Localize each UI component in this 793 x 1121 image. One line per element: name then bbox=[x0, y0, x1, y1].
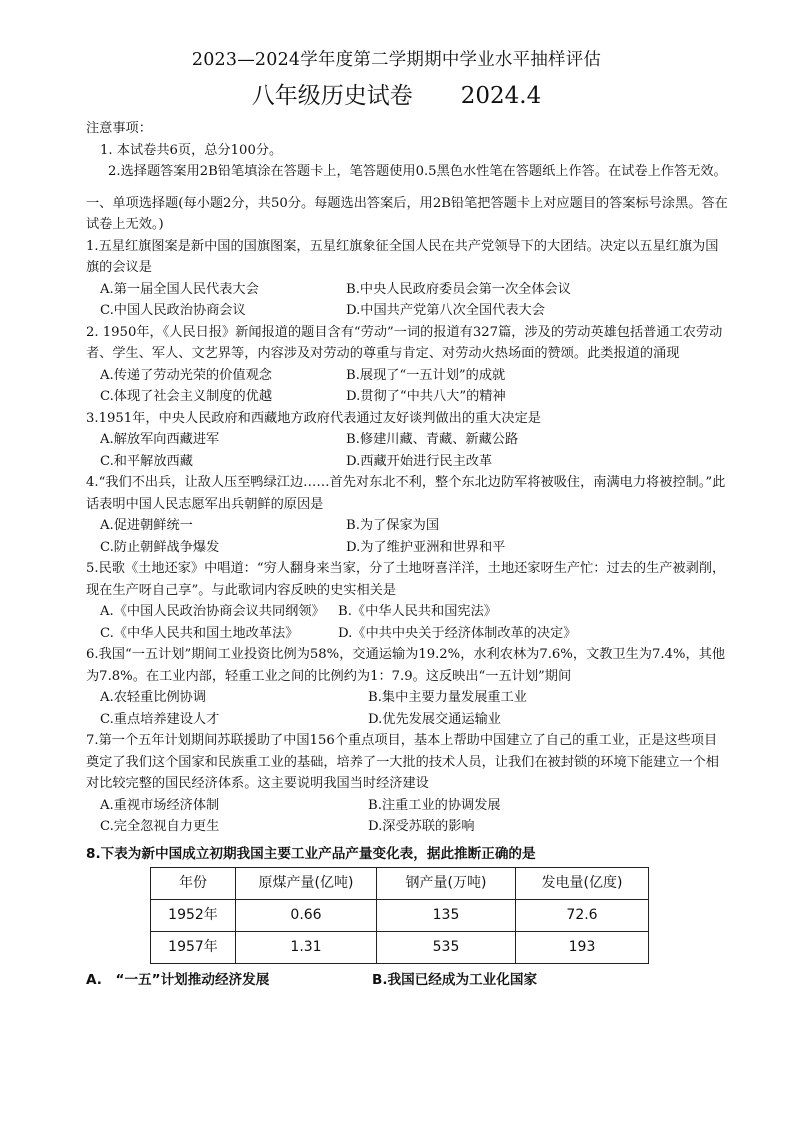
question-stem: 2. 1950年，《人民日报》新闻报道的题目含有“劳动”一词的报道有327篇，涉及的劳动英雄包括普通工农劳动者、学生、军人、文艺界等，内容涉及对劳动的尊重与肯定、对劳动火热场面的赞颂。此类报道的涌现 bbox=[86, 324, 723, 361]
option-b[interactable]: B.为了保家为国 bbox=[346, 518, 440, 533]
table-header-row bbox=[151, 868, 649, 900]
option-b[interactable]: B.《中华人民共和国宪法》 bbox=[338, 604, 497, 619]
option-d[interactable]: D.深受苏联的影响 bbox=[368, 819, 475, 834]
table-cell: 72.6 bbox=[516, 900, 649, 932]
question-stem: 1.五星红旗图案是新中国的国旗图案，五星红旗象征全国人民在共产党领导下的大团结。决定以五星红旗为国旗的会议是 bbox=[86, 238, 719, 275]
question-7 bbox=[86, 730, 728, 838]
option-a[interactable]: A.农轻重比例协调 bbox=[100, 690, 207, 705]
exam-subject: 八年级历史试卷 bbox=[251, 83, 413, 109]
question-2 bbox=[86, 322, 728, 408]
option-d[interactable]: D.中国共产党第八次全国代表大会 bbox=[346, 303, 545, 318]
question-stem: 3.1951年，中央人民政府和西藏地方政府代表通过友好谈判做出的重大决定是 bbox=[86, 410, 541, 426]
table-cell: 535 bbox=[377, 932, 516, 964]
question-3 bbox=[86, 408, 728, 473]
option-a[interactable]: A.传递了劳动光荣的价值观念 bbox=[100, 367, 272, 383]
option-a[interactable]: A.促进朝鲜统一 bbox=[100, 518, 193, 533]
option-c[interactable]: C.中国人民政治协商会议 bbox=[100, 303, 246, 318]
exam-date: 2024.4 bbox=[460, 83, 542, 109]
production-table bbox=[150, 867, 649, 964]
option-b[interactable]: B.展现了“一五计划”的成就 bbox=[346, 367, 506, 383]
option-a[interactable]: A.《中国人民政治协商会议共同纲领》 bbox=[100, 604, 325, 619]
option-a[interactable]: A.解放军向西藏进军 bbox=[100, 432, 220, 447]
option-c[interactable]: C.《中华人民共和国土地改革法》 bbox=[100, 625, 299, 641]
question-stem: 4.“我们不出兵，让敌人压至鸭绿江边……首先对东北不利，整个东北边防军将被吸住，南满电力将被控制。”此话表明中国人民志愿军出兵朝鲜的原因是 bbox=[86, 475, 726, 512]
table-header-cell: 发电量(亿度) bbox=[516, 868, 649, 900]
table-cell: 1.31 bbox=[236, 932, 377, 964]
question-8 bbox=[86, 844, 728, 992]
table-header-cell: 钢产量(万吨) bbox=[377, 868, 516, 900]
table-cell: 0.66 bbox=[236, 900, 377, 932]
option-d[interactable]: D.《中共中央关于经济体制改革的决定》 bbox=[338, 625, 577, 641]
option-c[interactable]: C.和平解放西藏 bbox=[100, 453, 193, 469]
notice-item-1: 1. 本试卷共6页，总分100分。 bbox=[100, 142, 283, 158]
option-c[interactable]: C.完全忽视自力更生 bbox=[100, 819, 220, 834]
table-cell: 193 bbox=[516, 932, 649, 964]
question-stem: 5.民歌《土地还家》中唱道：“穷人翻身来当家，分了土地呀喜洋洋，土地还家呀生产忙：过去的生产被剥削，现在生产呀自己享”。与此歌词内容反映的史实相关是 bbox=[86, 561, 726, 598]
question-stem: 8.下表为新中国成立初期我国主要工业产品产量变化表，据此推断正确的是 bbox=[86, 845, 536, 862]
exam-title-line2 bbox=[0, 83, 793, 109]
option-b[interactable]: B.集中主要力量发展重工业 bbox=[368, 690, 527, 705]
option-d[interactable]: D.西藏开始进行民主改革 bbox=[346, 453, 493, 469]
notice-item-2: 2.选择题答案用2B铅笔填涂在答题卡上，笔答题使用0.5黑色水性笔在答题纸上作答。在试卷上作答无效。 bbox=[108, 164, 727, 179]
question-stem: 6.我国“一五计划”期间工业投资比例为58%，交通运输为19.2%，水利农林为7.6%，文教卫生为7.4%，其他为7.8%。在工业内部，轻重工业之间的比例约为1：7.9。这反映出“一五计划”期间 bbox=[86, 647, 726, 684]
option-d[interactable]: D.优先发展交通运输业 bbox=[368, 711, 501, 727]
section-instruction: 一、单项选择题(每小题2分，共50分。每题选出答案后，用2B铅笔把答题卡上对应题目的答案标号涂黑。答在试卷上无效。) bbox=[86, 195, 728, 232]
option-b[interactable]: B.修建川藏、青藏、新藏公路 bbox=[346, 432, 519, 447]
table-cell: 1952年 bbox=[151, 900, 236, 932]
exam-body bbox=[86, 118, 728, 992]
question-6 bbox=[86, 644, 728, 730]
option-d[interactable]: D.贯彻了“中共八大”的精神 bbox=[346, 389, 506, 404]
table-row bbox=[151, 932, 649, 964]
option-a[interactable]: A.重视市场经济体制 bbox=[100, 797, 220, 813]
table-cell: 1957年 bbox=[151, 932, 236, 964]
option-b[interactable]: B.注重工业的协调发展 bbox=[368, 797, 501, 813]
question-5 bbox=[86, 558, 728, 644]
table-cell: 135 bbox=[377, 900, 516, 932]
option-c[interactable]: C.体现了社会主义制度的优越 bbox=[100, 389, 273, 404]
question-stem: 7.第一个五年计划期间苏联援助了中国156个重点项目，基本上帮助中国建立了自己的重工业，正是这些项目奠定了我们这个国家和民族重工业的基础，培养了一大批的技术人员，让我们在被封锁的环境下能建立一个相对比较完整的国民经济体系。这主要说明我国当时经济建设 bbox=[86, 733, 719, 791]
option-b[interactable]: B.中央人民政府委员会第一次全体会议 bbox=[346, 281, 571, 297]
option-c[interactable]: C.重点培养建设人才 bbox=[100, 711, 220, 727]
exam-title-line1: 2023—2024学年度第二学期期中学业水平抽样评估 bbox=[191, 50, 602, 70]
table-header-cell: 年份 bbox=[151, 868, 236, 900]
option-d[interactable]: D.为了维护亚洲和世界和平 bbox=[346, 539, 506, 555]
table-row bbox=[151, 900, 649, 932]
notice-heading: 注意事项： bbox=[86, 121, 152, 136]
option-a[interactable]: A. “一五”计划推动经济发展 bbox=[86, 972, 270, 988]
option-a[interactable]: A.第一届全国人民代表大会 bbox=[100, 281, 259, 297]
question-4 bbox=[86, 472, 728, 558]
table-header-cell: 原煤产量(亿吨) bbox=[236, 868, 377, 900]
option-b[interactable]: B.我国已经成为工业化国家 bbox=[372, 972, 538, 988]
option-c[interactable]: C.防止朝鲜战争爆发 bbox=[100, 539, 220, 555]
question-1 bbox=[86, 236, 728, 322]
